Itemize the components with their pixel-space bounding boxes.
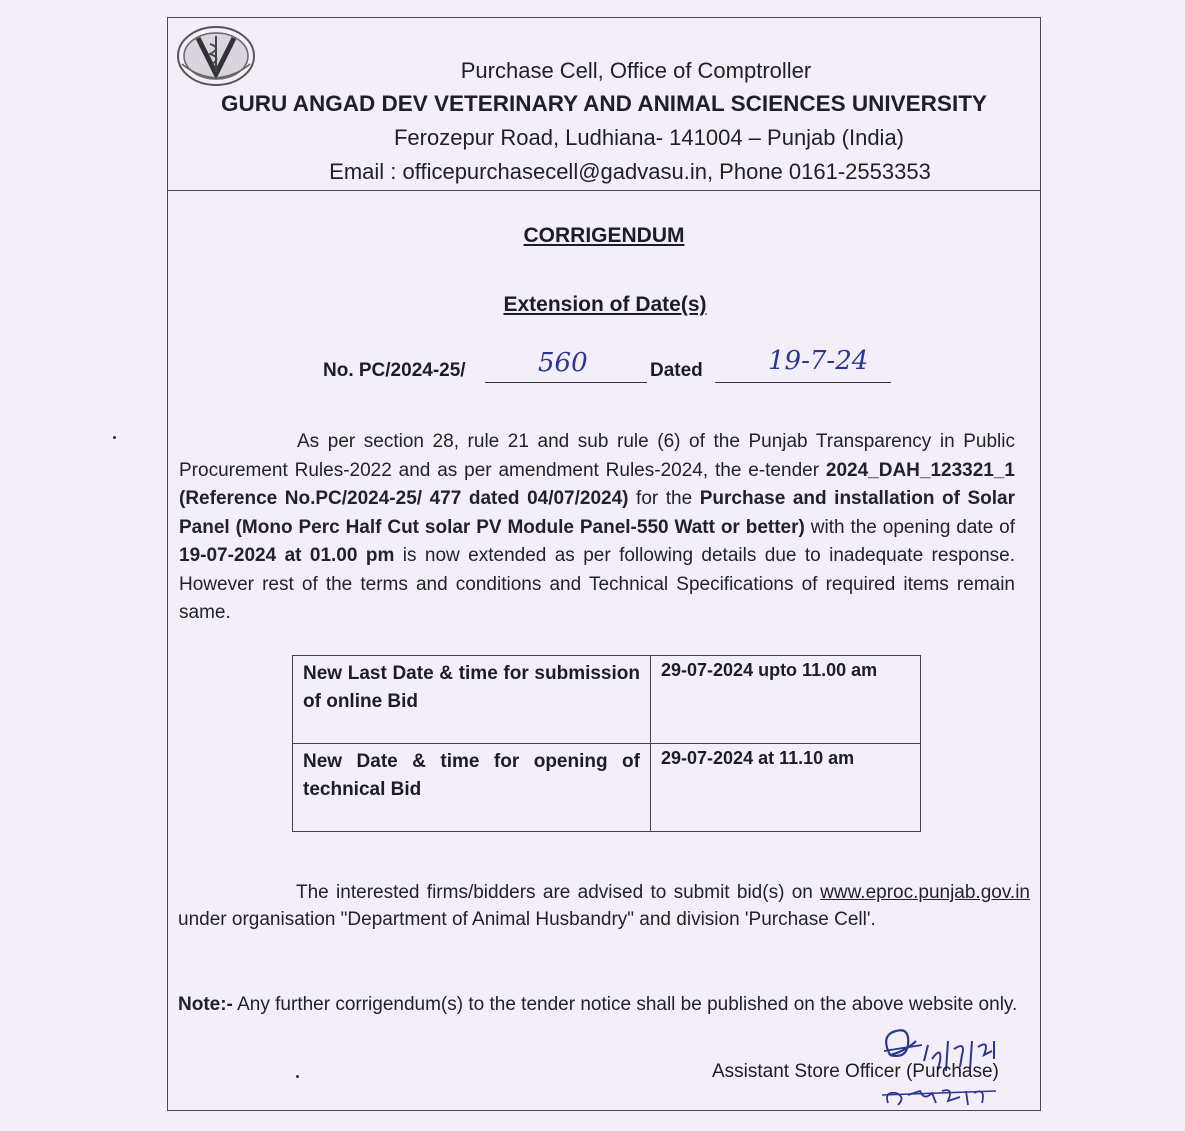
note-label: Note:- — [178, 994, 233, 1015]
document-frame — [167, 17, 1041, 1111]
scan-speck — [113, 436, 116, 439]
reference-number-handwritten: 560 — [538, 348, 588, 378]
p1-text-c: for the — [628, 488, 700, 509]
schedule-label: New Date & time for opening of technical Bid — [293, 744, 651, 832]
p1-text-d: with the opening date of — [804, 516, 1016, 538]
schedule-value: 29-07-2024 at 11.10 am — [651, 744, 921, 832]
eproc-link[interactable]: www.eproc.punjab.gov.in — [820, 882, 1030, 903]
reference-number-blank — [485, 382, 647, 383]
corrigendum-paragraph — [179, 428, 1015, 628]
original-opening-date: 19-07-2024 at 01.00 pm — [179, 545, 395, 566]
schedule-label: New Last Date & time for submission of online Bid — [293, 656, 651, 744]
university-address: Ferozepur Road, Ludhiana- 141004 – Punjab (India) — [393, 125, 905, 150]
tender-reference: (Reference No.PC/2024-25/ 477 dated 04/07/2024) — [179, 488, 629, 509]
contact-line: Email : officepurchasecell@gadvasu.in, Phone 0161-2553353 — [329, 159, 931, 184]
document-title: CORRIGENDUM — [523, 224, 685, 247]
letterhead — [168, 18, 1040, 191]
note-text: Any further corrigendum(s) to the tender notice shall be published on the above website only. — [232, 994, 1018, 1015]
schedule-table — [292, 655, 921, 832]
tender-id: 2024_DAH_123321_1 — [825, 459, 1015, 481]
table-row — [293, 744, 921, 832]
p2-text-b: under organisation "Department of Animal Husbandry" and division 'Purchase Cell'. — [178, 909, 876, 930]
submission-paragraph — [178, 879, 1030, 933]
university-name: GURU ANGAD DEV VETERINARY AND ANIMAL SCIENCES UNIVERSITY — [221, 91, 987, 116]
p1-text-a: As per section 28, rule 21 and sub rule (6) of the Punjab Transparency in Public Procurement Rules-2022 and as per amendment Rules-2024, the e-tender — [179, 431, 1015, 481]
dated-handwritten: 19-7-24 — [768, 346, 869, 376]
p2-text-a: The interested firms/bidders are advised to submit bid(s) on — [296, 882, 821, 903]
dated-blank — [715, 382, 891, 383]
schedule-value: 29-07-2024 upto 11.00 am — [651, 656, 921, 744]
dated-label: Dated — [650, 360, 703, 381]
table-row — [293, 656, 921, 744]
reference-number-label: No. PC/2024-25/ — [323, 360, 466, 381]
office-name: Purchase Cell, Office of Comptroller — [460, 58, 812, 83]
tender-item: Purchase and installation of Solar Panel (Mono Perc Half Cut solar PV Module Panel-550 Watt or better) — [179, 488, 1016, 538]
p1-text-e: is now extended as per following details due to inadequate response. However rest of the terms and conditions and Technical Specifications of required items remain same. — [179, 545, 1015, 623]
document-subtitle: Extension of Date(s) — [503, 293, 707, 316]
signatory-title: Assistant Store Officer (Purchase) — [712, 1061, 999, 1082]
scan-speck — [296, 1075, 299, 1078]
